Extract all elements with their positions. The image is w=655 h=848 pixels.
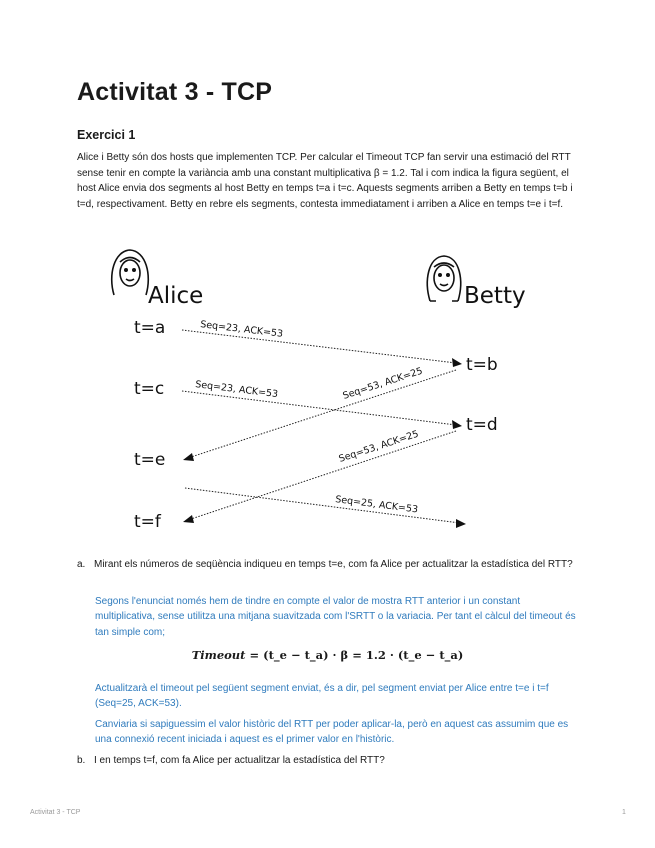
tcp-timing-diagram: [100, 245, 560, 545]
segment-label-1: Seq=23, ACK=53: [199, 319, 284, 340]
answer-a-paragraph-2: Actualitzarà el timeout pel següent segment enviat, és a dir, pel segment enviat per Alice entre t=e i t=f (Seq=25, ACK=53).: [95, 683, 549, 710]
formula-lhs: Timeout: [191, 648, 246, 662]
time-f: t=f: [134, 512, 161, 532]
time-b: t=b: [466, 355, 498, 375]
alice-avatar-icon: [112, 250, 149, 295]
question-b-text: I en temps t=f, com fa Alice per actualitzar la estadística del RTT?: [94, 755, 385, 766]
question-a-label: a.: [77, 559, 86, 570]
timeout-formula: [0, 648, 655, 662]
segment-label-2: Seq=23, ACK=53: [194, 379, 279, 401]
segment-label-4: Seq=53, ACK=25: [337, 428, 421, 465]
segment-arrow-2: [182, 391, 456, 425]
question-a-text: Mirant els números de seqüència indiqueu en temps t=e, com fa Alice per actualitzar la estadística del RTT?: [94, 559, 573, 570]
segment-arrow-1: [182, 330, 456, 363]
intro-paragraph: Alice i Betty són dos hosts que implementen TCP. Per calcular el Timeout TCP fan servir una estimació del RTT sense tenir en compte la variància amb una constant multiplicativa β = 1.2. Tal i com indica la figura següent, el host Alice envia dos segments al host Betty en temps t=a i t=c. Aquests segments arriben a Betty en temps t=b i t=d, respectivament. Betty en rebre els segments, contesta immediatament i arriben a Alice en temps t=e i t=f.: [77, 152, 573, 210]
formula-rhs: = (t_e − t_a) · β = 1.2 · (t_e − t_a): [245, 648, 464, 662]
segment-label-3: Seq=53, ACK=25: [341, 365, 425, 402]
segment-arrow-5: [185, 488, 460, 523]
alice-name: Alice: [148, 283, 204, 309]
segment-label-5: Seq=25, ACK=53: [334, 494, 419, 516]
footer-title: Activitat 3 - TCP: [30, 809, 81, 816]
question-b-label: b.: [77, 755, 86, 766]
time-a: t=a: [134, 318, 166, 338]
footer-page-number: 1: [622, 809, 626, 816]
section-heading: Exercici 1: [77, 128, 136, 142]
page-title: Activitat 3 - TCP: [77, 78, 273, 106]
question-b: [77, 753, 577, 768]
betty-name: Betty: [464, 283, 526, 309]
answer-a-paragraph-1: Segons l'enunciat només hem de tindre en compte el valor de mostra RTT anterior i un constant multiplicativa, sense utilitza una mitjana suavitzada com l'SRTT o la variacia. Per tant el càlcul del timeout és tan simple com;: [95, 596, 576, 638]
time-c: t=c: [134, 379, 165, 399]
answer-a-paragraph-3: Canviaria si sapiguessim el valor històric del RTT per poder aplicar-la, però en aquest cas assumim que es una connexió recent iniciada i aquest es el primer valor en l'històric.: [95, 719, 569, 746]
time-e: t=e: [134, 450, 166, 470]
betty-avatar-icon: [427, 256, 460, 301]
time-d: t=d: [466, 415, 498, 435]
question-a: [77, 557, 577, 572]
